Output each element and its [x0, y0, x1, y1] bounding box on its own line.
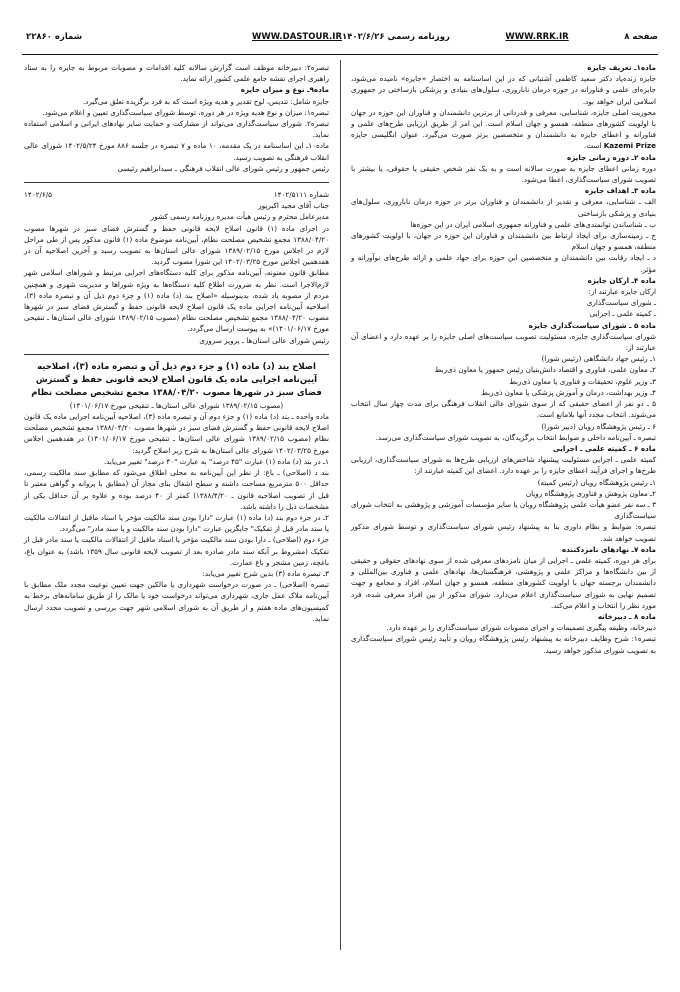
- paragraph: دبیرخانه، وظیفه پیگیری تصمیمات و اجرای مصوبات شورای سیاست‌گذاری را بر عهده دارد.: [386, 623, 656, 633]
- page-number: صفحه ۸: [624, 32, 658, 42]
- paragraph: ارکان جایزه عبارتند از:: [588, 287, 656, 297]
- list-item: ۲ـ معاون علمی، فناوری و اقتصاد دانش‌بنیان رئیس جمهور یا معاون ذی‌ربط: [434, 365, 656, 375]
- paragraph: جزء دوم (اصلاحی) ـ دارا بودن سند مالکیت مؤخر یا اسناد ماقبل از انتقالات مالکیت یا سند مادر قبل از تفکیک (مشروط بر آنکه سند مادر صادره بعد از تصویب لایحه قانونی سال ۱۳۵۹ باشد) به عنوان باغ، باغچه، زمین مشجر و باغ عمارت.: [24, 535, 330, 567]
- amendment-title: اصلاح بند (د) ماده (۱) و جزء دوم ذیل آن و تبصره ماده (۳)، اصلاحیه آیین‌نامه اجرایی ماده یک قانون اصلاح لایحه قانونی حفظ و گسترش فضای سبز در شهرها مصوب ۱۳۸۸/۰۴/۲۰ مجمع تشخیص مصلحت نظام: [31, 361, 322, 398]
- article-heading: ماده ۷ـ نهادهای نامزدکننده: [562, 544, 656, 554]
- paragraph: ۳ـ تبصره ماده (۳) بدین شرح تغییر می‌یابد:: [202, 568, 329, 578]
- paragraph: جایزه شامل: تندیس، لوح تقدیر و هدیه ویژه است که به فرد برگزیده تعلق می‌گیرد.: [82, 96, 329, 106]
- paragraph: بند د (اصلاحی) ـ باغ: از نظر این آیین‌نامه به محلی اطلاق می‌شود که مطابق سند مالکیت رسمی، حداقل ۵۰۰ مترمربع مساحت داشته و سطح اشغال بنای مجاز آن (مطابق با پروانه و گواهی معتبر تا قبل از تصویب اصلاحیه قانون ـ ۱۳۸۸/۴/۲۰) کمتر از ۴۰ درصد بوده و علاوه بر آن حداقل یکی از مشخصات ذیل را داشته باشد.: [24, 468, 329, 511]
- paragraph-text: محوریت اصلی جایزه، شناسایی، معرفی و قدردانی از برترین دانشمندان و فناوران این حوزه در جهان با اولویت کشورهای منطقه، همسو و جهان اسلام است. این امر از طریق ارزیابی طرح‌های علمی و فناورانه و اعطای جایزه به دانشمندان و متخصصین برتر صورت می‌گیرد. عنوان انگلیسی جایزه: [351, 107, 656, 140]
- paragraph-text: است.: [584, 141, 602, 151]
- list-item: ـ شورای سیاست‌گذاری: [586, 298, 656, 308]
- note: تبصره۲. شورای سیاست‌گذاری می‌تواند از مشارکت و حمایت سایر نهادهای ایرانی و اسلامی استفاده نماید.: [24, 119, 329, 140]
- article-heading: ماده ۳ـ اهداف جایزه: [584, 186, 656, 196]
- list-item: ج ـ زمینه‌سازی برای ایجاد ارتباط بین دانشمندان و فناوران این حوزه در جهان، با اولویت کشورهای منطقه، همسو و جهان اسلام: [351, 231, 656, 252]
- note: تبصره۱: میزان و نوع هدیه ویژه در هر دوره، توسط شورای سیاست‌گذاری تعیین و اعلام می‌شود.: [42, 107, 329, 117]
- list-item: ۳ـ وزیر علوم، تحقیقات و فناوری یا معاون ذی‌ربط: [509, 376, 656, 386]
- list-item: ۴ـ وزیر بهداشت، درمان و آموزش پزشکی یا معاون ذی‌ربط: [481, 387, 656, 397]
- paragraph: کمیته علمی ـ اجرایی مسئولیت پیشنهاد شاخص‌های ارزیابی طرح‌ها به شورای سیاست‌گذاری، ارزیابی طرح‌ها و اجرای فرآیند اعطای جایزه را بر عهده دارد. اعضای این کمیته عبارتند از:: [351, 455, 656, 476]
- issue-number: شماره ۲۲۸۶۰: [26, 32, 83, 42]
- header-rule: [22, 54, 658, 55]
- letter-body: مطابق قانون معنونه، آیین‌نامه مذکور برای کلیه دستگاه‌های اجرایی مرتبط و شوراهای اسلامی شهر لازم‌الاجرا است. نظر به ضرورت اطلاع کلیه دستگاه‌ها به ویژه شوراها و مدیریت شهری و همچنین مردم از مصوبه یاد شده، بدینوسیله «اصلاح بند (د) ماده (۱) و جزء دوم ذیل آن و تبصره ماده (۳)، اصلاحیه آیین‌نامه اجرایی ماده یک قانون اصلاح لایحه قانونی حفظ و گسترش فضای سبز در شهرها مصوب ۱۳۸۸/۰۴/۲۰ مجمع تشخیص مصلحت نظام (مصوب ۱۳۸۹/۰۲/۱۵ شورای عالی استان‌ها ـ تنقیحی مورخ ۱۴۰۱/۰۶/۱۷)» به پیوست ارسال می‌گردد.: [24, 268, 329, 334]
- list-item: ـ کمیته علمی ـ اجرایی: [589, 309, 656, 319]
- note: تبصره: ضوابط و نظام داوری بنا به پیشنهاد رئیس شورای سیاست‌گذاری و توسط شورای مذکور تصویب خواهد شد.: [351, 522, 656, 543]
- paragraph: ماده۱۰ـ این اساسنامه در یک مقدمه، ۱۰ ماده و ۷ تبصره در جلسه ۸۸۶ مورخ ۱۴۰۲/۵/۲۴ شورای عالی انقلاب فرهنگی به تصویب رسید.: [24, 141, 329, 162]
- article-heading: ماده ۲ـ دوره زمانی جایزه: [566, 152, 656, 162]
- page-header: [26, 26, 658, 48]
- note: تبصره۲: دبیرخانه موظف است گزارش سالانه کلیه اقدامات و مصوبات مربوط به جایزه را به ستاد راهبری اجرای نقشه جامع علمی کشور ارائه نماید.: [24, 63, 329, 84]
- letter-addressee: جناب آقای مجید اکبرپور: [258, 201, 329, 211]
- paragraph: [351, 107, 656, 152]
- article-heading: ماده ۶ ـ کمیته علمی ـ اجرایی: [552, 443, 656, 453]
- section-divider: [24, 354, 329, 355]
- list-item: ۵ ـ دو نفر از اعضای حقیقی که از سوی شورای عالی انقلاب فرهنگی برای مدت چهار سال انتخاب می‌شوند. انتخاب مجدد آنها بلامانع است.: [351, 399, 656, 420]
- english-prize-name: Kazemi Prize: [603, 141, 656, 151]
- right-column: [351, 62, 656, 656]
- note: تبصره۱: شرح وظایف دبیرخانه به پیشنهاد رئیس پژوهشگاه رویان و تأیید رئیس شورای سیاست‌گذاری به تصویب شورای مذکور خواهد رسید.: [351, 634, 656, 655]
- list-item: ۱ـ رئیس پژوهشگاه رویان (رئیس کمیته): [537, 477, 656, 487]
- paragraph: جایزه زنده‌یاد دکتر سعید کاظمی آشتیانی که در این اساسنامه به اختصار «جایزه» نامیده می‌شود، جایزه‌ای علمی و فناورانه در حوزه درمان ناباروری، سلول‌های بنیادی و پزشکی بازساختی در جمهوری اسلامی ایران خواهد بود.: [351, 74, 656, 106]
- letter-body: در اجرای ماده (۱) قانون اصلاح لایحه قانونی حفظ و گسترش فضای سبز در شهرها مصوب ۱۳۸۸/۰۴/۲۰ مجمع تشخیص مصلحت نظام، آیین‌نامه موضوع ماده (۱) قانون مذکور پس از طی مراحل لازم در اجلاس مورخ ۱۳۸۹/۰۲/۱۵ شورای عالی استان‌ها به تصویب رسید و آخرین اصلاحیه آن در هفدهمین اجلاس مورخ ۱۴۰۲/۰۳/۲۵ این شورا مصوب گردید.: [24, 223, 330, 267]
- article-heading: ماده ۸ ـ دبیرخانه: [597, 611, 656, 621]
- article-heading: ماده۱ـ تعریف جایزه: [587, 63, 656, 72]
- gazette-date: روزنامه رسمی ۱۴۰۲/۶/۲۶: [342, 32, 450, 42]
- paragraph: ۱ـ در بند (د) ماده (۱) عبارت "۴۵ درصد" به عبارت "۴۰ درصد" تغییر می‌یابد.: [103, 456, 329, 466]
- header-left: [26, 32, 342, 42]
- article-heading: ماده ۵ ـ شورای سیاست‌گذاری جایزه: [528, 320, 656, 330]
- left-column: [24, 62, 329, 624]
- list-item: الف ـ شناسایی، معرفی و تقدیر از دانشمندان و فناوران برتر در حوزه درمان ناباروری، سلول‌های بنیادی و پزشکی بازساختی: [351, 197, 656, 218]
- letter-signature: رئیس شورای عالی استان‌ها ـ پرویز سروری: [199, 335, 329, 345]
- letter-date: ۱۴۰۲/۶/۵: [24, 190, 53, 200]
- signature: رئیس جمهور و رئیس شورای عالی انقلاب فرهنگی ـ سیدابراهیم رئیسی: [117, 163, 329, 173]
- list-item: ۲ـ معاون پژوهش و فناوری پژوهشگاه رویان: [525, 488, 656, 498]
- header-right: [342, 32, 658, 42]
- paragraph: شورای سیاست‌گذاری جایزه، مسئولیت تصویب سیاست‌های اصلی جایزه را بر عهده دارد و اعضای آن عبارتند از:: [351, 331, 656, 353]
- letter-meta: [24, 189, 329, 200]
- section-divider: [24, 182, 329, 183]
- amendment-subtitle: (مصوب ۱۳۸۹/۰۲/۱۵ شورای عالی استان‌ها ـ تنقیحی مورخ ۱۴۰۱/۰۶/۱۷): [69, 400, 284, 410]
- paragraph: ماده واحده ـ بند (د) ماده (۱) و جزء دوم آن و تبصره ماده (۳)، اصلاحیه آیین‌نامه اجرایی ماده یک قانون اصلاح لایحه قانونی حفظ و گسترش فضای سبز در شهرها مصوب ۱۳۸۸/۰۴/۲۰ مجمع تشخیص مصلحت نظام (مصوب ۱۳۸۹/۰۲/۱۵ شورای عالی استان‌ها ـ تنقیحی مورخ ۱۴۰۱/۰۶/۱۷) در هفدهمین اجلاس مورخ ۱۴۰۲/۰۳/۲۵ شورای عالی استان‌ها به شرح زیر اصلاح گردید:: [24, 412, 329, 455]
- paragraph: ۲ـ در جزء دوم بند (د) ماده (۱) عبارت "دارا بودن سند مالکیت مؤخر یا اسناد ماقبل از انتقالات مالکیت یا سند مادر قبل از تفکیک" جایگزین عبارت "دارا بودن سند مالکیت و یا سند مادر" می‌گردد.: [24, 512, 329, 534]
- column-divider: [340, 60, 341, 950]
- paragraph: برای هر دوره، کمیته علمی ـ اجرایی از میان نامزدهای معرفی شده از سوی نهادهای حقوقی و حقیقی از بین دانشگاه‌ها و مراکز علمی و پژوهشی، فرهنگستان‌ها، نهادهای علمی و فناوری بین‌المللی و دانشمندان برجسته جهان با اولویت کشورهای منطقه، همسو و جهان اسلام، افراد و مجامع و جهت تصمیم‌ نهایی به شورای سیاست‌گذاری اعلام می‌دارد. شورای مذکور از بین افراد معرفی شده، فرد مورد نظر را انتخاب و اعلام می‌کند.: [351, 555, 656, 610]
- paragraph: دوره زمانی اعطای جایزه به صورت سالانه است و به یک نفر شخص حقیقی یا حقوقی، یا بیشتر با تصویب شورای سیاست‌گذاری، اعطا می‌شود.: [351, 163, 656, 185]
- list-item: د ـ ایجاد رقابت بین دانشمندان و متخصصین این حوزه برای جهاد علمی و ارائه طرح‌های نوآورانه و مؤثر.: [351, 253, 656, 274]
- site-link-dastour[interactable]: WWW.DASTOUR.IR: [252, 32, 342, 42]
- article-heading: ماده ۴ـ ارکان جایزه: [587, 275, 656, 285]
- list-item: ۶ ـ رئیس پژوهشگاه رویان (دبیر شورا): [541, 421, 656, 431]
- list-item: ب ـ شناساندن توانمندی‌های علمی و فناورانه جمهوری اسلامی ایران در این حوزه‌ها: [410, 219, 656, 229]
- letter-number: شماره ۱۴۰۲/۵۱۱۱: [273, 190, 329, 200]
- note: تبصره ـ آیین‌نامه داخلی و ضوابط انتخاب برگزیدگان، به تصویب شورای سیاست‌گذاری می‌رسد.: [375, 432, 656, 442]
- list-item: ۱ـ رئیس جهاد دانشگاهی (رئیس شورا): [541, 354, 656, 364]
- paragraph: تبصره (اصلاحی) ـ در صورت درخواست شهرداری یا مالکین جهت تعیین نوعیت مجدد ملک مطابق با آیین‌نامه ملاک عمل جاری، شهرداری می‌تواند درخواست خود یا مالک را از طریق سامانه‌های برخط به کمیسیون‌های ماده هفتم و از طریق آن به شورای اسلامی شهر جهت بررسی و تصویب مجدد ارسال نماید.: [24, 580, 329, 623]
- list-item: ۳ ـ سه نفر عضو هیأت علمی پژوهشگاه رویان یا سایر مؤسسات آموزشی و پژوهشی به انتخاب شورای سیاست‌گذاری: [351, 499, 656, 521]
- article-heading: ماده۹ـ نوع و میزان جایزه: [240, 85, 329, 95]
- letter-role: مدیرعامل محترم و رئیس هیأت مدیره روزنامه رسمی کشور: [150, 212, 329, 222]
- site-link-rrk[interactable]: WWW.RRK.IR: [505, 32, 569, 42]
